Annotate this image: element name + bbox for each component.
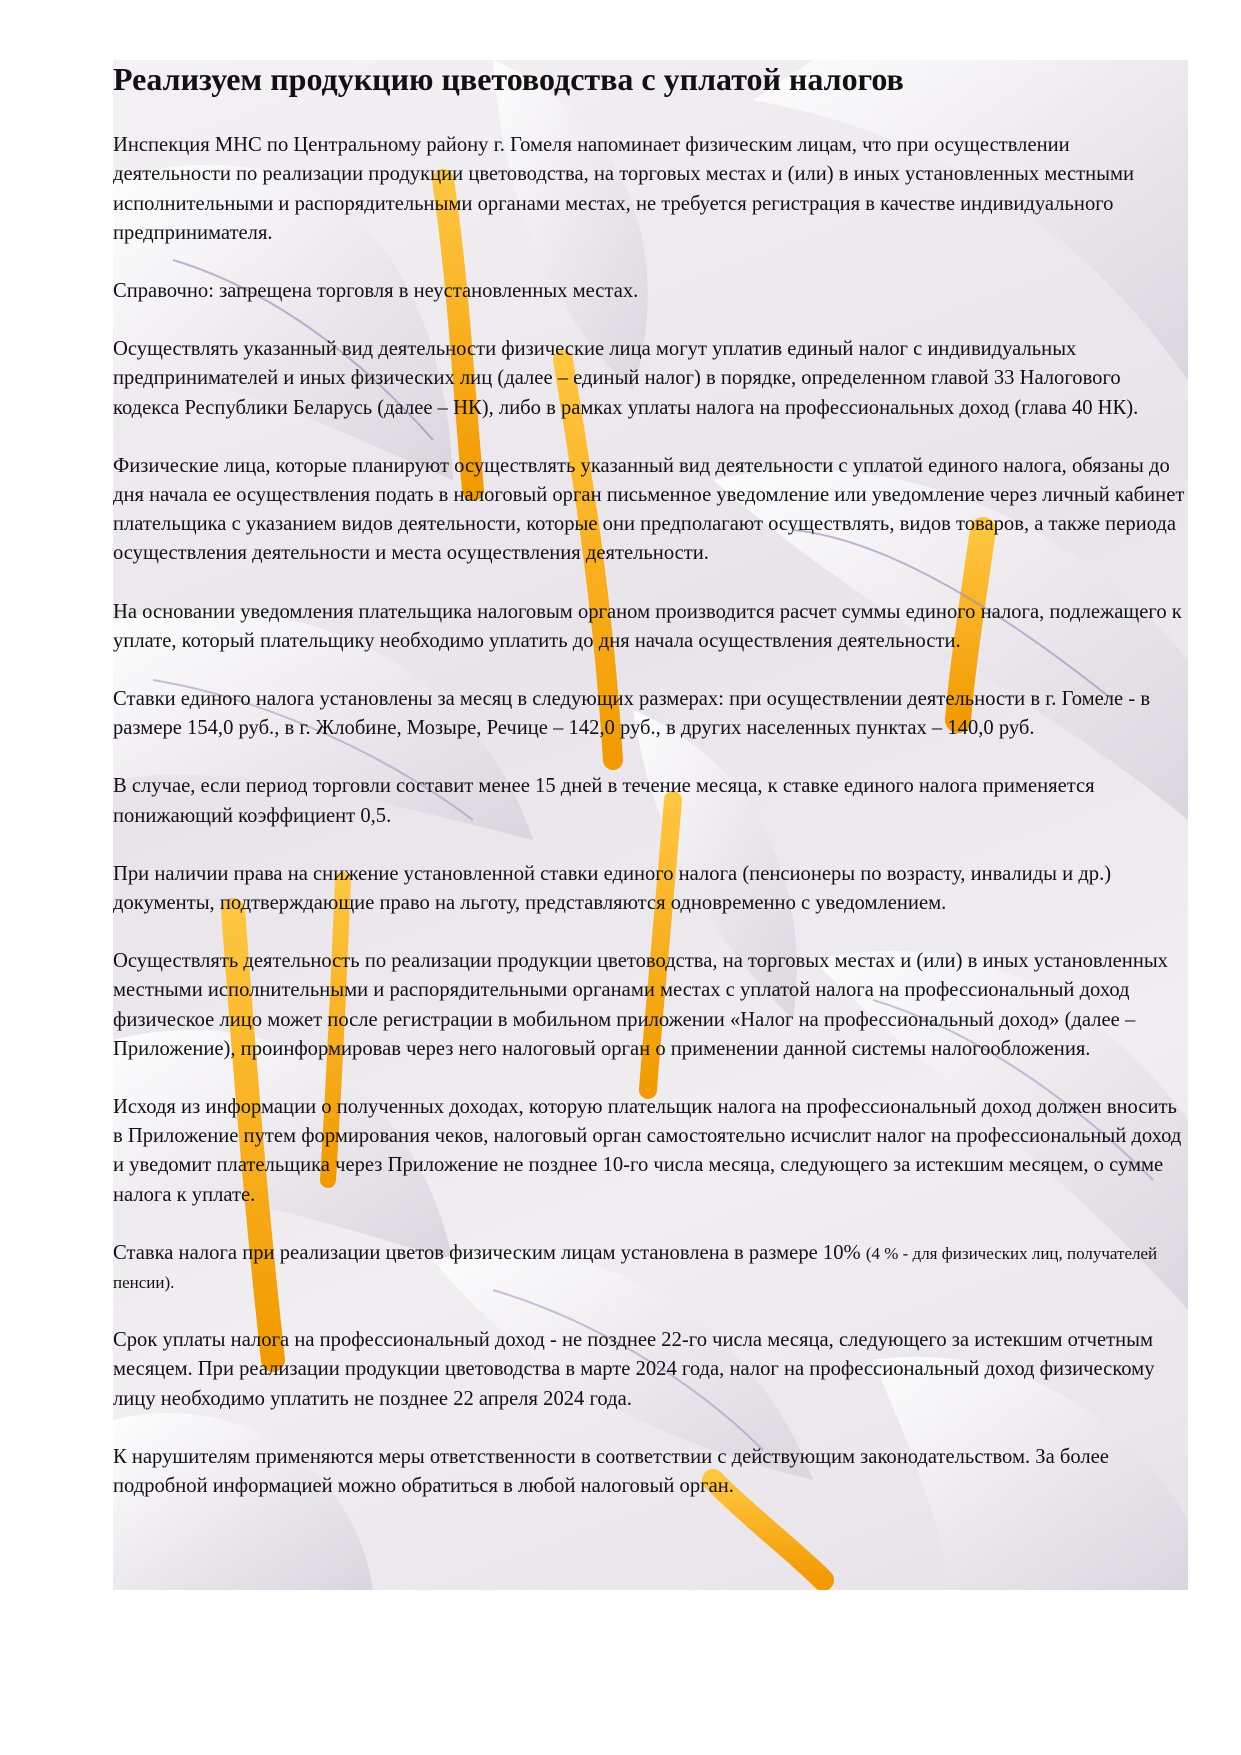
document-title: Реализуем продукцию цветоводства с уплатой налогов [113,61,904,97]
paragraph-professional-income: Осуществлять деятельность по реализации продукции цветоводства, на торговых местах и (или) в иных установленных местными исполнительными и распорядительными органами местах с уплатой налога на профессиональный доход физическое лицо может после регистрации в мобильном приложении «Налог на профессиональный доход» (далее – Приложение), проинформировав через него налоговый орган о применении данной системы налогообложения. [113,950,1168,1060]
rate-end-punctuation: . [170,1273,175,1293]
paragraph-income-info: Исходя из информации о полученных доходах, которую плательщик налога на профессиональный доход должен вносить в Приложение путем формирования чеков, налоговый орган самостоятельно исчислит налог на профессиональный доход и уведомит плательщика через Приложение не позднее 10-го числа месяца, следующего за истекшим месяцем, о сумме налога к уплате. [113,1096,1182,1206]
paragraph-rate-flowers [113,1239,1188,1297]
paragraph-reference: Справочно: запрещена торговля в неустановленных местах. [113,280,639,302]
paragraph-rates: Ставки единого налога установлены за месяц в следующих размерах: при осуществлении деятельности в г. Гомеле - в размере 154,0 руб., в г. Жлобине, Мозыре, Речице – 142,0 руб., в других населенных пунктах – 140,0 руб. [113,688,1151,740]
paragraph-calculation: На основании уведомления плательщика налоговым органом производится расчет суммы единого налога, подлежащего к уплате, который плательщику необходимо уплатить до дня начала осуществления деятельности. [113,600,1182,652]
paragraph-registration: Инспекция МНС по Центральному району г. Гомеля напоминает физическим лицам, что при осуществлении деятельности по реализации продукции цветоводства, на торговых местах и (или) в иных установленных местными исполнительными и распорядительными органами местах, не требуется регистрация в качестве индивидуального предпринимателя. [113,134,1135,244]
paragraph-liability: К нарушителям применяются меры ответственности в соответствии с действующим законодательством. За более подробной информацией можно обратиться в любой налоговый орган. [113,1445,1109,1498]
paragraph-tax-options: Осуществлять указанный вид деятельности физические лица могут уплатив единый налог с индивидуальных предпринимателей и иных физических лиц (далее – единый налог) в порядке, определенном главой 33 Налогового кодекса Республики Беларусь (далее – НК), либо в рамках уплаты налога на профессиональных доход (глава 40 НК). [113,338,1139,419]
rate-main-text: Ставка налога при реализации цветов физическим лицам установлена в размере 10% [113,1241,866,1264]
paragraph-coefficient: В случае, если период торговли составит менее 15 дней в течение месяца, к ставке единого налога применяется понижающий коэффициент 0,5. [113,775,1095,827]
document-body [113,62,1188,1530]
paragraph-benefits: При наличии права на снижение установленной ставки единого налога (пенсионеры по возрасту, инвалиды и др.) документы, подтверждающие право на льготу, представляются одновременно с уведомлением. [113,862,1112,915]
paragraph-deadline: Срок уплаты налога на профессиональный доход - не позднее 22-го числа месяца, следующего за истекшим отчетным месяцем. При реализации продукции цветоводства в марте 2024 года, налог на профессиональный доход физическому лицу необходимо уплатить не позднее 22 апреля 2024 года. [113,1329,1155,1410]
paragraph-notification: Физические лица, которые планируют осуществлять указанный вид деятельности с уплатой единого налога, обязаны до дня начала ее осуществления подать в налоговый орган письменное уведомление или уведомление через личный кабинет плательщика с указанием видов деятельности, которые они предполагают осуществлять, видов товаров, а также периода осуществления деятельности и места осуществления деятельности. [113,454,1185,565]
rate-pensioner-note: (4 % - для физических лиц, получателей пенсии) [113,1243,1158,1293]
